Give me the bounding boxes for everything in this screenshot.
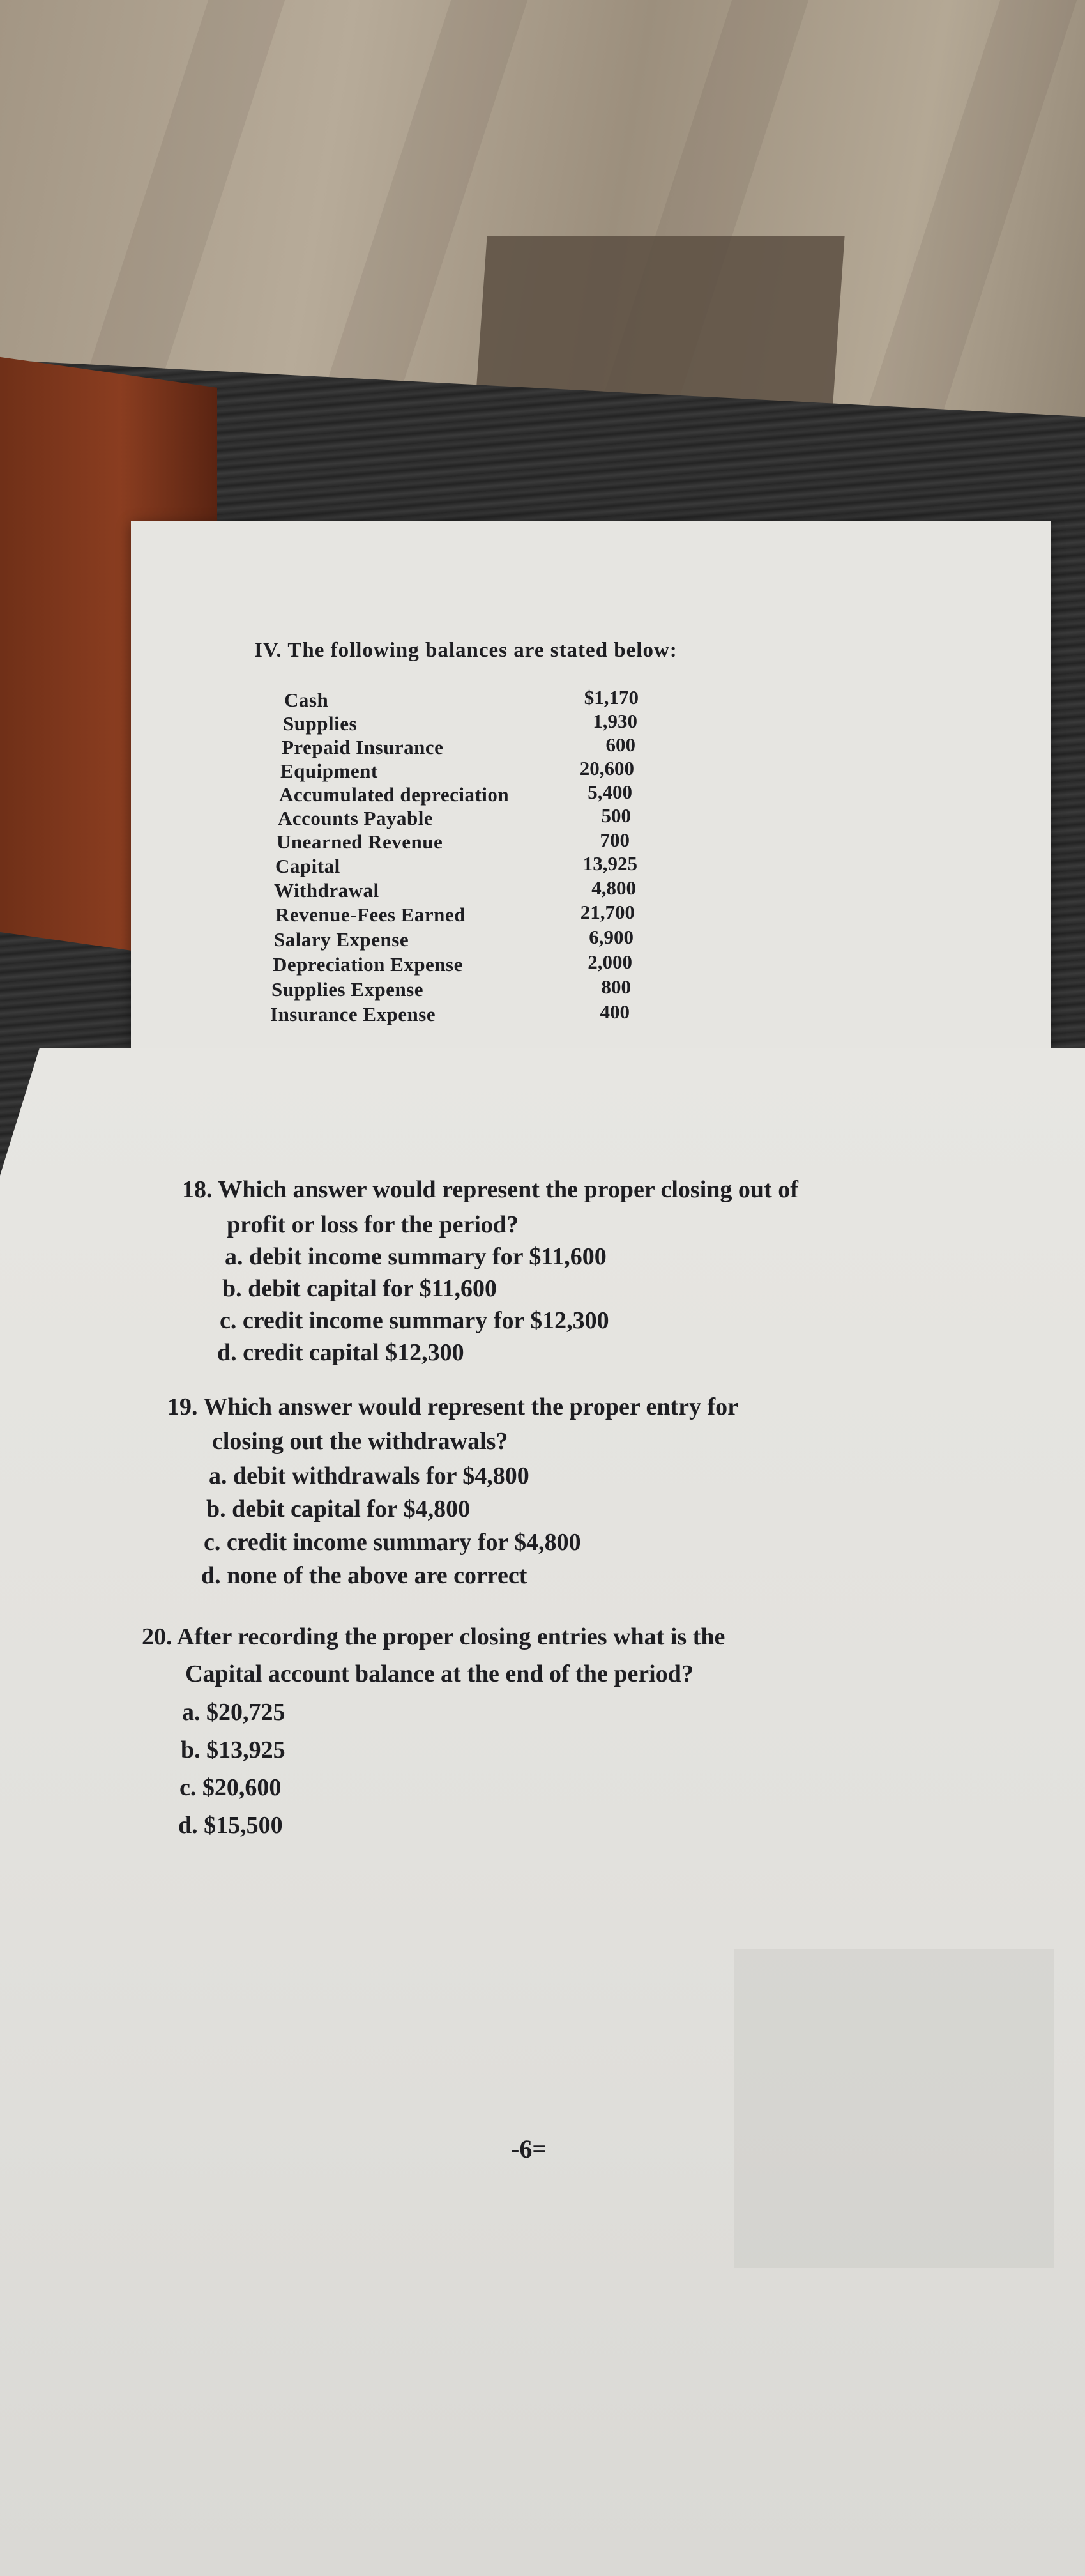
- account-amount: 400: [600, 1000, 630, 1023]
- answer-option: d. $15,500: [178, 1812, 283, 1839]
- account-amount: 5,400: [588, 781, 632, 803]
- account-name: Equipment: [280, 760, 378, 782]
- question-text: 20. After recording the proper closing entries what is the: [142, 1623, 725, 1650]
- question-text: Capital account balance at the end of the period?: [185, 1660, 694, 1687]
- question-sheet-paper: [0, 1048, 1085, 2576]
- answer-option: d. none of the above are correct: [201, 1562, 527, 1589]
- question-text: 19. Which answer would represent the proper entry for: [167, 1393, 739, 1420]
- answer-option: a. debit withdrawals for $4,800: [209, 1462, 529, 1489]
- answer-option: b. debit capital for $4,800: [206, 1496, 471, 1522]
- account-amount: 500: [601, 804, 631, 827]
- account-name: Salary Expense: [274, 928, 409, 951]
- account-name: Unearned Revenue: [277, 831, 443, 853]
- account-amount: 1,930: [593, 710, 637, 732]
- answer-option: a. $20,725: [182, 1699, 285, 1726]
- account-amount: $1,170: [584, 686, 639, 709]
- section-heading: IV. The following balances are stated below:: [254, 639, 678, 662]
- account-name: Supplies: [283, 712, 358, 735]
- question-text: closing out the withdrawals?: [212, 1428, 508, 1455]
- paper-shadow: [734, 1949, 1054, 2268]
- answer-option: b. $13,925: [181, 1736, 285, 1763]
- account-name: Capital: [275, 855, 340, 877]
- question-text: 18. Which answer would represent the proper closing out of: [182, 1176, 798, 1203]
- account-name: Insurance Expense: [270, 1003, 436, 1025]
- account-name: Prepaid Insurance: [282, 736, 444, 758]
- account-amount: 13,925: [582, 852, 637, 875]
- account-amount: 800: [601, 976, 631, 998]
- page-number: -6=: [511, 2135, 547, 2163]
- answer-option: b. debit capital for $11,600: [222, 1275, 497, 1302]
- account-name: Withdrawal: [274, 879, 379, 901]
- answer-option: c. $20,600: [179, 1774, 282, 1801]
- account-name: Supplies Expense: [271, 978, 424, 1000]
- account-name: Accumulated depreciation: [279, 783, 510, 806]
- account-amount: 6,900: [589, 926, 634, 948]
- account-amount: 600: [605, 733, 635, 756]
- account-amount: 4,800: [591, 877, 636, 899]
- account-amount: 700: [600, 829, 630, 851]
- account-name: Depreciation Expense: [273, 953, 463, 976]
- account-name: Accounts Payable: [278, 807, 434, 829]
- account-amount: 2,000: [588, 951, 632, 973]
- answer-option: c. credit income summary for $4,800: [204, 1529, 581, 1556]
- question-text: profit or loss for the period?: [227, 1211, 519, 1238]
- account-amount: 21,700: [580, 901, 635, 923]
- account-amount: 20,600: [579, 757, 634, 779]
- answer-option: d. credit capital $12,300: [217, 1339, 464, 1366]
- account-name: Revenue-Fees Earned: [275, 903, 466, 926]
- answer-option: a. debit income summary for $11,600: [225, 1243, 607, 1270]
- answer-option: c. credit income summary for $12,300: [220, 1307, 609, 1334]
- account-name: Cash: [284, 689, 329, 711]
